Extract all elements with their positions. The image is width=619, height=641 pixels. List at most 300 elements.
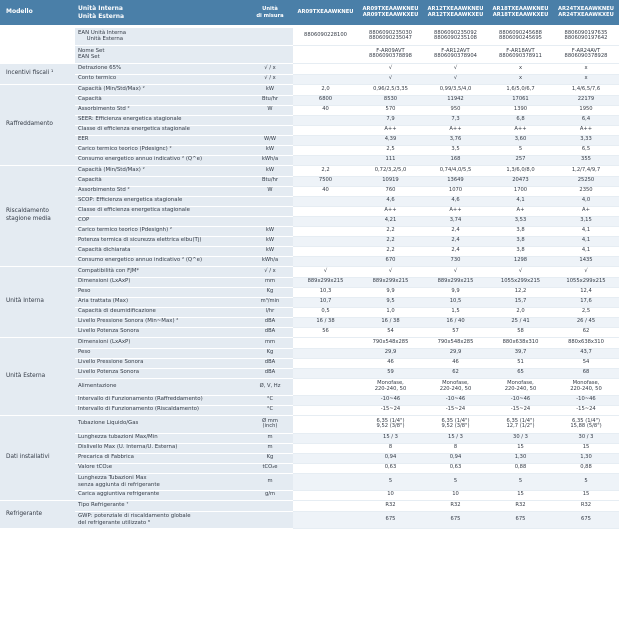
spec-value: 10,3 xyxy=(293,287,358,297)
spec-value: A++ xyxy=(553,125,619,135)
spec-label: Dislivello Max (U. Interna/U. Esterna) xyxy=(75,443,247,453)
spec-value xyxy=(293,236,358,246)
spec-value: 16 / 38 xyxy=(293,317,358,327)
spec-value: -10~46 xyxy=(553,395,619,405)
spec-row xyxy=(0,267,619,277)
spec-value: 4,1 xyxy=(553,246,619,256)
spec-value xyxy=(293,443,358,453)
spec-row xyxy=(0,256,619,266)
spec-unit xyxy=(247,115,293,125)
spec-label: SCOP: Efficienza energetica stagionale xyxy=(75,196,247,206)
spec-unit: kW xyxy=(247,236,293,246)
spec-value xyxy=(293,145,358,155)
spec-unit: °C xyxy=(247,405,293,415)
spec-row xyxy=(0,358,619,368)
spec-value: 10,5 xyxy=(423,297,488,307)
spec-row xyxy=(0,297,619,307)
spec-value: 730 xyxy=(423,256,488,266)
spec-value: A++ xyxy=(358,206,423,216)
spec-value: 20473 xyxy=(488,176,553,186)
section-title xyxy=(0,46,75,63)
spec-value xyxy=(293,490,358,500)
spec-label: Carico termico teorico (Pdesignc) ² xyxy=(75,145,247,155)
spec-label: Assorbimento Std ² xyxy=(75,105,247,115)
spec-value: 1,3/6,0/8,0 xyxy=(488,166,553,176)
spec-label: Compatibilità con FJM* xyxy=(75,267,247,277)
spec-unit xyxy=(247,46,293,63)
spec-label: Lunghezza Tubazioni Max senza aggiunta di refrigerante xyxy=(75,473,247,490)
spec-label: GWP: potenziale di riscaldamento globale del refrigerante utilizzato ⁸ xyxy=(75,511,247,528)
spec-value: 6800 xyxy=(293,95,358,105)
spec-value: √ xyxy=(423,267,488,277)
spec-label: Consumo energetico annuo indicativo ² (Q^e) xyxy=(75,256,247,266)
spec-value: 8 xyxy=(358,443,423,453)
spec-value: 7,9 xyxy=(358,115,423,125)
spec-label: EER xyxy=(75,135,247,145)
spec-value: 8806090235030 8806090235047 xyxy=(358,28,423,45)
spec-row xyxy=(0,135,619,145)
spec-row xyxy=(0,196,619,206)
spec-label: COP xyxy=(75,216,247,226)
section-title: Dati installativi xyxy=(0,416,75,500)
spec-row xyxy=(0,46,619,63)
spec-value xyxy=(293,511,358,528)
spec-unit xyxy=(247,125,293,135)
spec-value xyxy=(293,115,358,125)
spec-value: 4,39 xyxy=(358,135,423,145)
spec-value: 62 xyxy=(553,327,619,337)
spec-unit: Kg xyxy=(247,453,293,463)
spec-value: -15~24 xyxy=(358,405,423,415)
spec-unit: kWh/a xyxy=(247,256,293,266)
spec-value: 40 xyxy=(293,105,358,115)
spec-label: Lunghezza tubazioni Max/Min xyxy=(75,433,247,443)
spec-unit: W/W xyxy=(247,135,293,145)
spec-value xyxy=(293,338,358,348)
spec-value: 8806090235092 8806090235108 xyxy=(423,28,488,45)
spec-value: 2350 xyxy=(553,186,619,196)
spec-value: 65 xyxy=(488,368,553,378)
spec-value xyxy=(293,473,358,490)
spec-value: 8806090245688 8806090245695 xyxy=(488,28,553,45)
spec-label: Conto termico xyxy=(75,74,247,84)
spec-unit: mm xyxy=(247,277,293,287)
spec-value xyxy=(293,155,358,165)
spec-label: Livello Pressione Sonora xyxy=(75,358,247,368)
spec-value: Monofase, 220-240, 50 xyxy=(488,378,553,395)
spec-value: 15 / 3 xyxy=(423,433,488,443)
spec-label: Capacità xyxy=(75,176,247,186)
spec-value: 62 xyxy=(423,368,488,378)
spec-value: 790x548x285 xyxy=(358,338,423,348)
spec-value: 40 xyxy=(293,186,358,196)
spec-value: 5 xyxy=(423,473,488,490)
spec-value: 675 xyxy=(358,511,423,528)
spec-value: x xyxy=(488,64,553,74)
spec-row xyxy=(0,74,619,84)
spec-value: 17,6 xyxy=(553,297,619,307)
spec-row xyxy=(0,443,619,453)
spec-label: Capacità di deumidificazione xyxy=(75,307,247,317)
spec-value: 51 xyxy=(488,358,553,368)
spec-unit: kW xyxy=(247,145,293,155)
spec-row xyxy=(0,95,619,105)
spec-unit: kW xyxy=(247,85,293,95)
spec-value: Monofase, 220-240, 50 xyxy=(553,378,619,395)
spec-value: √ xyxy=(358,267,423,277)
spec-unit: Kg xyxy=(247,348,293,358)
spec-value: 675 xyxy=(423,511,488,528)
spec-value: 0,74/4,0/5,5 xyxy=(423,166,488,176)
model-heading: AR24TXEAAWKNEU AR24TXEAAWKXEU xyxy=(553,0,619,25)
spec-value: 5 xyxy=(553,473,619,490)
spec-value xyxy=(293,358,358,368)
spec-value: 15 xyxy=(488,490,553,500)
spec-value: 675 xyxy=(553,511,619,528)
spec-unit: W xyxy=(247,105,293,115)
spec-row xyxy=(0,405,619,415)
spec-unit: Ø, V, Hz xyxy=(247,378,293,395)
spec-unit xyxy=(247,206,293,216)
spec-value: 39,7 xyxy=(488,348,553,358)
spec-row xyxy=(0,166,619,176)
spec-value: 8806090228100 xyxy=(293,28,358,45)
spec-row xyxy=(0,378,619,395)
spec-value: 46 xyxy=(358,358,423,368)
spec-value: -15~24 xyxy=(488,405,553,415)
spec-value: 1390 xyxy=(488,105,553,115)
spec-value xyxy=(293,256,358,266)
spec-label: Carica aggiuntiva refrigerante xyxy=(75,490,247,500)
spec-value xyxy=(293,196,358,206)
spec-value: 2,2 xyxy=(358,246,423,256)
spec-label: Intervallo di Funzionamento (Raffreddamento) xyxy=(75,395,247,405)
spec-value: Monofase, 220-240, 50 xyxy=(358,378,423,395)
spec-unit xyxy=(247,511,293,528)
spec-value: 675 xyxy=(488,511,553,528)
spec-value: R32 xyxy=(488,501,553,511)
spec-value: 46 xyxy=(423,358,488,368)
spec-value xyxy=(293,453,358,463)
spec-value xyxy=(293,125,358,135)
spec-value: 0,88 xyxy=(553,463,619,473)
spec-value: 8530 xyxy=(358,95,423,105)
spec-value: 0,99/3,5/4,0 xyxy=(423,85,488,95)
spec-value: 6,4 xyxy=(553,115,619,125)
spec-value: 3,74 xyxy=(423,216,488,226)
spec-label: Livello Potenza Sonora xyxy=(75,368,247,378)
spec-value: 670 xyxy=(358,256,423,266)
spec-label: Nome Set EAN Set xyxy=(75,46,247,63)
spec-value xyxy=(293,501,358,511)
spec-value: F-AR09AVT 8806090378898 xyxy=(358,46,423,63)
spec-value: 12,4 xyxy=(553,287,619,297)
spec-value: 11942 xyxy=(423,95,488,105)
spec-value: 6,35 (1/4") 9,52 (3/8") xyxy=(423,416,488,433)
spec-value: 30 / 3 xyxy=(488,433,553,443)
spec-value: 2,4 xyxy=(423,236,488,246)
spec-value: F-AR12AVT 8806090378904 xyxy=(423,46,488,63)
spec-row xyxy=(0,416,619,433)
spec-value: Monofase, 220-240, 50 xyxy=(423,378,488,395)
spec-value: 1,4/6,5/7,6 xyxy=(553,85,619,95)
spec-unit xyxy=(247,196,293,206)
spec-value: 0,63 xyxy=(423,463,488,473)
spec-value: 760 xyxy=(358,186,423,196)
spec-value: √ xyxy=(488,267,553,277)
spec-value: 1700 xyxy=(488,186,553,196)
spec-value: x xyxy=(553,74,619,84)
spec-label: Potenza termica di sicurezza elettrica elbu(Tj) xyxy=(75,236,247,246)
spec-row xyxy=(0,453,619,463)
spec-unit: m xyxy=(247,443,293,453)
spec-value: √ xyxy=(423,74,488,84)
spec-value: 2,4 xyxy=(423,226,488,236)
spec-value: 0,63 xyxy=(358,463,423,473)
spec-value: 58 xyxy=(488,327,553,337)
spec-label: Peso xyxy=(75,348,247,358)
section-title: Unità Interna xyxy=(0,267,75,337)
spec-value: 68 xyxy=(553,368,619,378)
spec-value: 3,53 xyxy=(488,216,553,226)
spec-value: A++ xyxy=(423,125,488,135)
spec-unit: √ / x xyxy=(247,74,293,84)
spec-row xyxy=(0,348,619,358)
spec-value xyxy=(293,378,358,395)
spec-label: Tubazione Liquido/Gas xyxy=(75,416,247,433)
section-title xyxy=(0,28,75,45)
spec-label: Livello Pressione Sonora (Min~Max) ² xyxy=(75,317,247,327)
spec-value: R32 xyxy=(358,501,423,511)
spec-unit: g/m xyxy=(247,490,293,500)
spec-label: Detrazione 65% xyxy=(75,64,247,74)
spec-unit: dBA xyxy=(247,358,293,368)
spec-value: 15 / 3 xyxy=(358,433,423,443)
spec-value: 4,1 xyxy=(553,226,619,236)
unit-type-heading: Unità Interna Unità Esterna xyxy=(75,0,247,25)
spec-row xyxy=(0,490,619,500)
spec-value: 56 xyxy=(293,327,358,337)
spec-value: -10~46 xyxy=(423,395,488,405)
spec-label: Aria trattata (Max) xyxy=(75,297,247,307)
spec-value: 2,0 xyxy=(488,307,553,317)
spec-unit: kW xyxy=(247,226,293,236)
spec-value: 880x638x310 xyxy=(488,338,553,348)
spec-unit: Ø mm (inch) xyxy=(247,416,293,433)
spec-value: 0,94 xyxy=(358,453,423,463)
spec-value: 7500 xyxy=(293,176,358,186)
spec-value: x xyxy=(553,64,619,74)
spec-row xyxy=(0,511,619,528)
spec-label: Dimensioni (LxAxP) xyxy=(75,338,247,348)
spec-row xyxy=(0,176,619,186)
spec-value xyxy=(293,64,358,74)
spec-value: 2,2 xyxy=(358,226,423,236)
spec-value: -15~24 xyxy=(553,405,619,415)
spec-value xyxy=(293,74,358,84)
spec-value: A+ xyxy=(488,206,553,216)
spec-value: 10 xyxy=(358,490,423,500)
spec-value: 3,8 xyxy=(488,236,553,246)
spec-unit: Kg xyxy=(247,287,293,297)
spec-value: 6,35 (1/4") 9,52 (3/8") xyxy=(358,416,423,433)
spec-row xyxy=(0,226,619,236)
spec-value: 1,6/5,0/6,7 xyxy=(488,85,553,95)
spec-value: 2,2 xyxy=(358,236,423,246)
spec-row xyxy=(0,287,619,297)
header-row xyxy=(0,0,619,25)
spec-row xyxy=(0,327,619,337)
spec-value: -10~46 xyxy=(488,395,553,405)
spec-row xyxy=(0,85,619,95)
spec-value: 29,9 xyxy=(358,348,423,358)
spec-value: 0,5 xyxy=(293,307,358,317)
spec-value: A++ xyxy=(488,125,553,135)
spec-value: 9,5 xyxy=(358,297,423,307)
spec-value: 1,2/7,4/9,7 xyxy=(553,166,619,176)
spec-value: 54 xyxy=(358,327,423,337)
spec-row xyxy=(0,155,619,165)
spec-value: 10 xyxy=(423,490,488,500)
spec-value: 1055x299x215 xyxy=(488,277,553,287)
spec-value: 5 xyxy=(488,145,553,155)
spec-unit xyxy=(247,28,293,45)
spec-value: 257 xyxy=(488,155,553,165)
spec-value: 2,4 xyxy=(423,246,488,256)
spec-value: 2,5 xyxy=(358,145,423,155)
spec-value xyxy=(293,216,358,226)
spec-value: 13649 xyxy=(423,176,488,186)
spec-value: 5 xyxy=(488,473,553,490)
spec-value: 9,9 xyxy=(423,287,488,297)
spec-row xyxy=(0,338,619,348)
spec-value: 3,8 xyxy=(488,226,553,236)
spec-value: 7,3 xyxy=(423,115,488,125)
spec-value: 1,30 xyxy=(488,453,553,463)
spec-value: 4,1 xyxy=(553,236,619,246)
spec-value: 16 / 38 xyxy=(358,317,423,327)
spec-unit: dBA xyxy=(247,317,293,327)
spec-unit: °C xyxy=(247,395,293,405)
spec-value: 1,0 xyxy=(358,307,423,317)
spec-value: 22179 xyxy=(553,95,619,105)
spec-value: 17061 xyxy=(488,95,553,105)
spec-value: 111 xyxy=(358,155,423,165)
spec-value: 25250 xyxy=(553,176,619,186)
spec-row xyxy=(0,501,619,511)
spec-value: 54 xyxy=(553,358,619,368)
spec-value: 3,15 xyxy=(553,216,619,226)
spec-label: Valore tCO₂e xyxy=(75,463,247,473)
spec-label: Dimensioni (LxAxP) xyxy=(75,277,247,287)
spec-row xyxy=(0,216,619,226)
spec-value: 6,35 (1/4") 12,7 (1/2") xyxy=(488,416,553,433)
spec-value: 6,35 (1/4") 15,88 (5/8") xyxy=(553,416,619,433)
model-heading: AR09TXEAAWKNEU AR09TXEAAWKXEU xyxy=(358,0,423,25)
spec-label: Tipo Refrigerante ⁷ xyxy=(75,501,247,511)
spec-value: 1055x299x215 xyxy=(553,277,619,287)
spec-unit: kW xyxy=(247,166,293,176)
spec-label: Intervallo di Funzionamento (Riscaldamento) xyxy=(75,405,247,415)
spec-value: 355 xyxy=(553,155,619,165)
spec-value: 889x299x215 xyxy=(358,277,423,287)
spec-value: 4,21 xyxy=(358,216,423,226)
spec-row xyxy=(0,433,619,443)
spec-label: Capacità (Min/Std/Max) ² xyxy=(75,166,247,176)
spec-row xyxy=(0,473,619,490)
section-title: Incentivi fiscali ¹ xyxy=(0,64,75,84)
spec-row xyxy=(0,463,619,473)
spec-row xyxy=(0,28,619,45)
spec-value xyxy=(293,368,358,378)
spec-value: 889x299x215 xyxy=(423,277,488,287)
spec-unit: tCO₂e xyxy=(247,463,293,473)
spec-value: 15,7 xyxy=(488,297,553,307)
spec-row xyxy=(0,64,619,74)
spec-label: SEER: Efficienza energetica stagionale xyxy=(75,115,247,125)
spec-value xyxy=(293,246,358,256)
model-heading: AR09TXEAAWKNEU xyxy=(293,0,358,25)
spec-value: 26 / 45 xyxy=(553,317,619,327)
spec-unit: kWh/a xyxy=(247,155,293,165)
spec-value: 0,94 xyxy=(423,453,488,463)
spec-label: Assorbimento Std ² xyxy=(75,186,247,196)
spec-value: 1070 xyxy=(423,186,488,196)
spec-value: 3,33 xyxy=(553,135,619,145)
spec-unit: m xyxy=(247,433,293,443)
spec-unit: Btu/hr xyxy=(247,95,293,105)
spec-value: 2,2 xyxy=(293,166,358,176)
spec-unit: mm xyxy=(247,338,293,348)
spec-unit: √ / x xyxy=(247,267,293,277)
spec-value: 1,5 xyxy=(423,307,488,317)
unit-of-measure-heading: Unità di misura xyxy=(247,0,293,25)
spec-value: 1950 xyxy=(553,105,619,115)
spec-value: -10~46 xyxy=(358,395,423,405)
spec-value: 0,88 xyxy=(488,463,553,473)
spec-row xyxy=(0,246,619,256)
spec-value xyxy=(293,348,358,358)
spec-label: Livello Potenza Sonora xyxy=(75,327,247,337)
spec-value: 2,5 xyxy=(553,307,619,317)
spec-value: 12,2 xyxy=(488,287,553,297)
spec-label: Precarica di Fabbrica xyxy=(75,453,247,463)
spec-value: x xyxy=(488,74,553,84)
spec-label: Capacità dichiarata xyxy=(75,246,247,256)
spec-value: 168 xyxy=(423,155,488,165)
spec-value xyxy=(293,226,358,236)
spec-value: A+ xyxy=(553,206,619,216)
spec-value: 57 xyxy=(423,327,488,337)
spec-unit: √ / x xyxy=(247,64,293,74)
spec-unit: m xyxy=(247,473,293,490)
spec-unit: m³/min xyxy=(247,297,293,307)
spec-value: 6,5 xyxy=(553,145,619,155)
spec-value: 3,60 xyxy=(488,135,553,145)
spec-value: A++ xyxy=(358,125,423,135)
spec-row xyxy=(0,277,619,287)
model-heading: AR18TXEAAWKNEU AR18TXEAAWKXEU xyxy=(488,0,553,25)
spec-label: Carico termico teorico (Pdesignh) ² xyxy=(75,226,247,236)
spec-value: 25 / 41 xyxy=(488,317,553,327)
spec-unit: kW xyxy=(247,246,293,256)
section-title: Refrigerante xyxy=(0,501,75,528)
spec-value: 790x548x285 xyxy=(423,338,488,348)
section-title: Riscaldamento stagione media xyxy=(0,166,75,266)
spec-value xyxy=(293,433,358,443)
spec-value xyxy=(293,405,358,415)
spec-value: F-AR18AVT 8806090378911 xyxy=(488,46,553,63)
